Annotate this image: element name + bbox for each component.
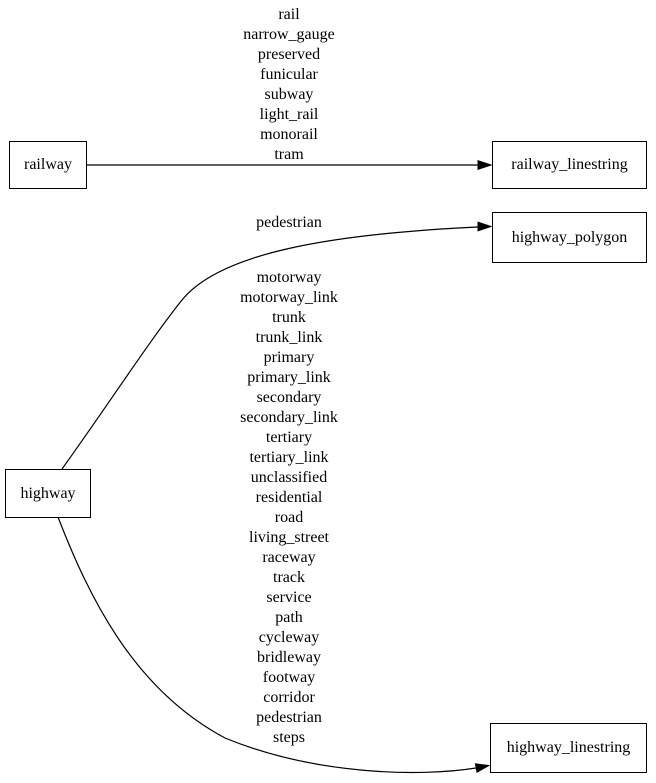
node-railway-linestring: railway_linestring <box>492 141 647 189</box>
edge-labels-railway-to-railway-linestring <box>179 5 399 165</box>
edge-label-line: cycleway <box>258 629 320 646</box>
edge-label-line: tertiary <box>265 429 313 446</box>
edge-label-line: trunk <box>272 309 306 326</box>
node-highway-linestring: highway_linestring <box>490 723 647 773</box>
edge-labels-highway-to-highway-polygon <box>179 213 399 233</box>
edge-label-line: trunk_link <box>255 329 323 346</box>
node-railway: railway <box>9 141 87 189</box>
node-highway: highway <box>5 469 91 518</box>
edge-label-line: track <box>273 569 305 586</box>
edge-label-line: secondary_link <box>240 409 338 426</box>
edge-label-line: monorail <box>260 126 318 143</box>
edge-labels-highway-to-highway-linestring <box>179 268 399 748</box>
edge-label-line: primary <box>263 349 315 366</box>
node-highway-polygon: highway_polygon <box>492 212 647 263</box>
edge-label-line: service <box>266 589 312 606</box>
edge-label-line: preserved <box>257 46 321 63</box>
edge-label-line: pedestrian <box>256 709 322 726</box>
edge-label-line: funicular <box>260 66 318 83</box>
edge-label-line: secondary <box>256 389 322 406</box>
edge-label-line: light_rail <box>259 106 319 123</box>
edge-label-line: tram <box>274 146 304 163</box>
edge-label-line: steps <box>273 729 305 746</box>
arrowhead-railway-linestring <box>478 161 491 170</box>
edge-label-line: road <box>274 509 304 526</box>
edge-label-line: raceway <box>262 549 316 566</box>
arrowhead-highway-linestring <box>475 764 489 772</box>
edge-label-line: footway <box>262 669 316 686</box>
edge-label-line: residential <box>255 489 323 506</box>
edge-label-line: motorway_link <box>240 289 338 306</box>
edge-label-line: primary_link <box>247 369 331 386</box>
edge-label-line: corridor <box>263 689 315 706</box>
edge-label-line: living_street <box>249 529 329 546</box>
edge-label-line: subway <box>264 86 314 103</box>
edge-label-line: motorway <box>256 269 322 286</box>
edge-label-line: rail <box>278 6 300 23</box>
arrowhead-highway-polygon <box>478 222 491 231</box>
edge-label-line: narrow_gauge <box>243 26 335 43</box>
edge-label-line: bridleway <box>257 649 321 666</box>
edge-label-line: unclassified <box>250 469 328 486</box>
edge-label-line: pedestrian <box>256 214 322 231</box>
edge-label-line: tertiary_link <box>249 449 329 466</box>
edge-label-line: path <box>275 609 303 626</box>
